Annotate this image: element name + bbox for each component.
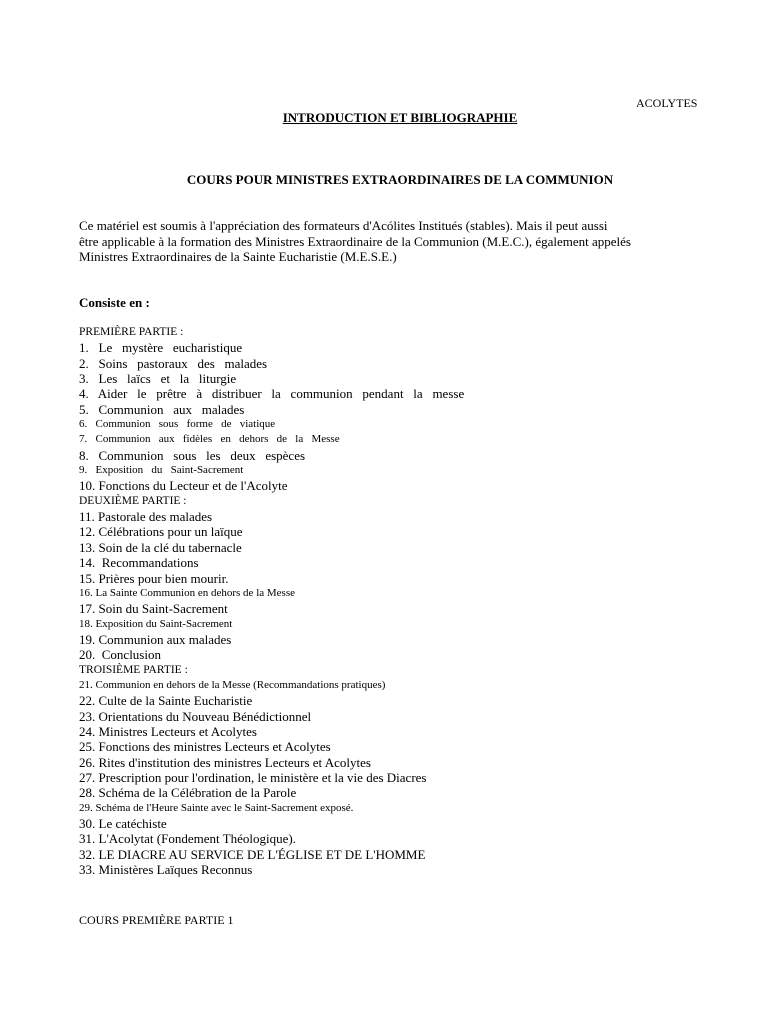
list-item: 23. Orientations du Nouveau Bénédictionnel [79,708,312,724]
list-item: 19. Communion aux malades [79,631,232,647]
list-item: 8. Communion sous les deux espèces [79,447,306,463]
list-item: 32. LE DIACRE AU SERVICE DE L'ÉGLISE ET DE L'HOMME [79,846,426,862]
list-item: 26. Rites d'institution des ministres Lecteurs et Acolytes [79,754,371,770]
list-item: 12. Célébrations pour un laïque [79,524,243,540]
list-item: 28. Schéma de la Célébration de la Parole [79,785,297,801]
list-item: 13. Soin de la clé du tabernacle [79,539,242,555]
header-label: ACOLYTES [636,96,698,110]
list-item: 16. La Sainte Communion en dehors de la Messe [79,586,295,599]
part3-heading: TROISIÈME PARTIE : [79,663,188,676]
list-item: 10. Fonctions du Lecteur et de l'Acolyte [79,478,288,494]
page-title: INTRODUCTION ET BIBLIOGRAPHIE [282,110,518,125]
list-item: 9. Exposition du Saint-Sacrement [79,464,244,477]
list-item: 24. Ministres Lecteurs et Acolytes [79,723,257,739]
list-item: 2. Soins pastoraux des malades [79,355,268,371]
list-item: 4. Aider le prêtre à distribuer la communion pendant la messe [79,386,465,402]
footer-label: COURS PREMIÈRE PARTIE 1 [79,913,234,927]
course-outline [79,325,679,877]
intro-line: Ce matériel est soumis à l'appréciation des formateurs d'Acólites Institués (stables). Mais il peut aussi [79,218,608,233]
intro-paragraph [79,218,679,265]
list-item: 21. Communion en dehors de la Messe (Recommandations pratiques) [79,678,386,691]
intro-line: Ministres Extraordinaires de la Sainte Eucharistie (M.E.S.E.) [79,249,397,264]
list-item: 3. Les laïcs et la liturgie [79,371,237,387]
list-item: 6. Communion sous forme de viatique [79,418,276,431]
list-item: 18. Exposition du Saint-Sacrement [79,617,233,630]
section-label: Consiste en : [79,295,150,310]
list-item: 11. Pastorale des malades [79,509,213,525]
list-item: 17. Soin du Saint-Sacrement [79,601,228,617]
list-item: 29. Schéma de l'Heure Sainte avec le Saint-Sacrement exposé. [79,801,354,814]
list-item: 20. Conclusion [79,647,161,663]
intro-line: être applicable à la formation des Ministres Extraordinaire de la Communion (M.E.C.), également appelés [79,233,631,249]
list-item: 7. Communion aux fidèles en dehors de la Messe [79,433,340,446]
page-subtitle: COURS POUR MINISTRES EXTRAORDINAIRES DE LA COMMUNION [186,172,614,187]
part2-heading: DEUXIÈME PARTIE : [79,494,187,507]
list-item: 1. Le mystère eucharistique [79,340,243,356]
list-item: 25. Fonctions des ministres Lecteurs et Acolytes [79,739,331,755]
part1-heading: PREMIÈRE PARTIE : [79,326,184,338]
list-item: 15. Prières pour bien mourir. [79,570,229,586]
list-item: 30. Le catéchiste [79,816,167,831]
list-item: 22. Culte de la Sainte Eucharistie [79,693,253,709]
list-item: 14. Recommandations [79,555,199,571]
list-item: 27. Prescription pour l'ordination, le ministère et la vie des Diacres [79,769,427,785]
list-item: 33. Ministères Laïques Reconnus [79,862,253,878]
list-item: 5. Communion aux malades [79,401,245,417]
list-item: 31. L'Acolytat (Fondement Théologique). [79,831,296,847]
